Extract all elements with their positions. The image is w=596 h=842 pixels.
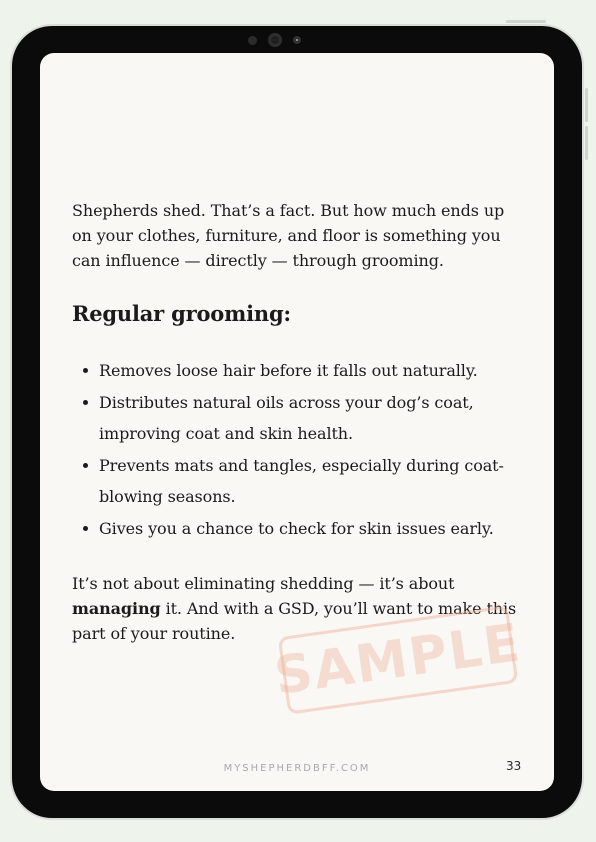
footer-website: MYSHEPHERDBFF.COM	[223, 763, 371, 774]
list-item: Removes loose hair before it falls out naturally.	[72, 355, 517, 387]
list-item: Prevents mats and tangles, especially during coat-blowing seasons.	[72, 450, 517, 513]
intro-paragraph: Shepherds shed. That’s a fact. But how much ends up on your clothes, furniture, and floor is something you can influence — directly — through grooming.	[72, 201, 505, 270]
camera-icon	[268, 33, 282, 47]
light-sensor-icon	[293, 36, 301, 44]
section-heading: Regular grooming:	[72, 301, 291, 326]
sensor-icon	[248, 36, 257, 45]
tablet-volume-up-button	[585, 88, 588, 122]
watermark-text: SAMPLE	[270, 613, 526, 707]
tablet-volume-down-button	[585, 126, 588, 160]
tablet-frame	[12, 26, 582, 818]
closing-text-end: it. And with a GSD, you’ll want to make this part of your routine.	[72, 599, 517, 643]
list-item: Gives you a chance to check for skin issues early.	[72, 513, 517, 545]
tablet-screen	[40, 53, 554, 791]
grooming-benefits-list	[72, 355, 517, 544]
list-item: Distributes natural oils across your dog’s coat, improving coat and skin health.	[72, 387, 517, 450]
closing-text-start: It’s not about eliminating shedding — it’s about	[72, 574, 455, 593]
tablet-top-button	[506, 20, 546, 23]
ebook-page-content	[72, 198, 517, 646]
closing-emphasis: managing	[72, 599, 161, 618]
page-number: 33	[506, 759, 522, 773]
